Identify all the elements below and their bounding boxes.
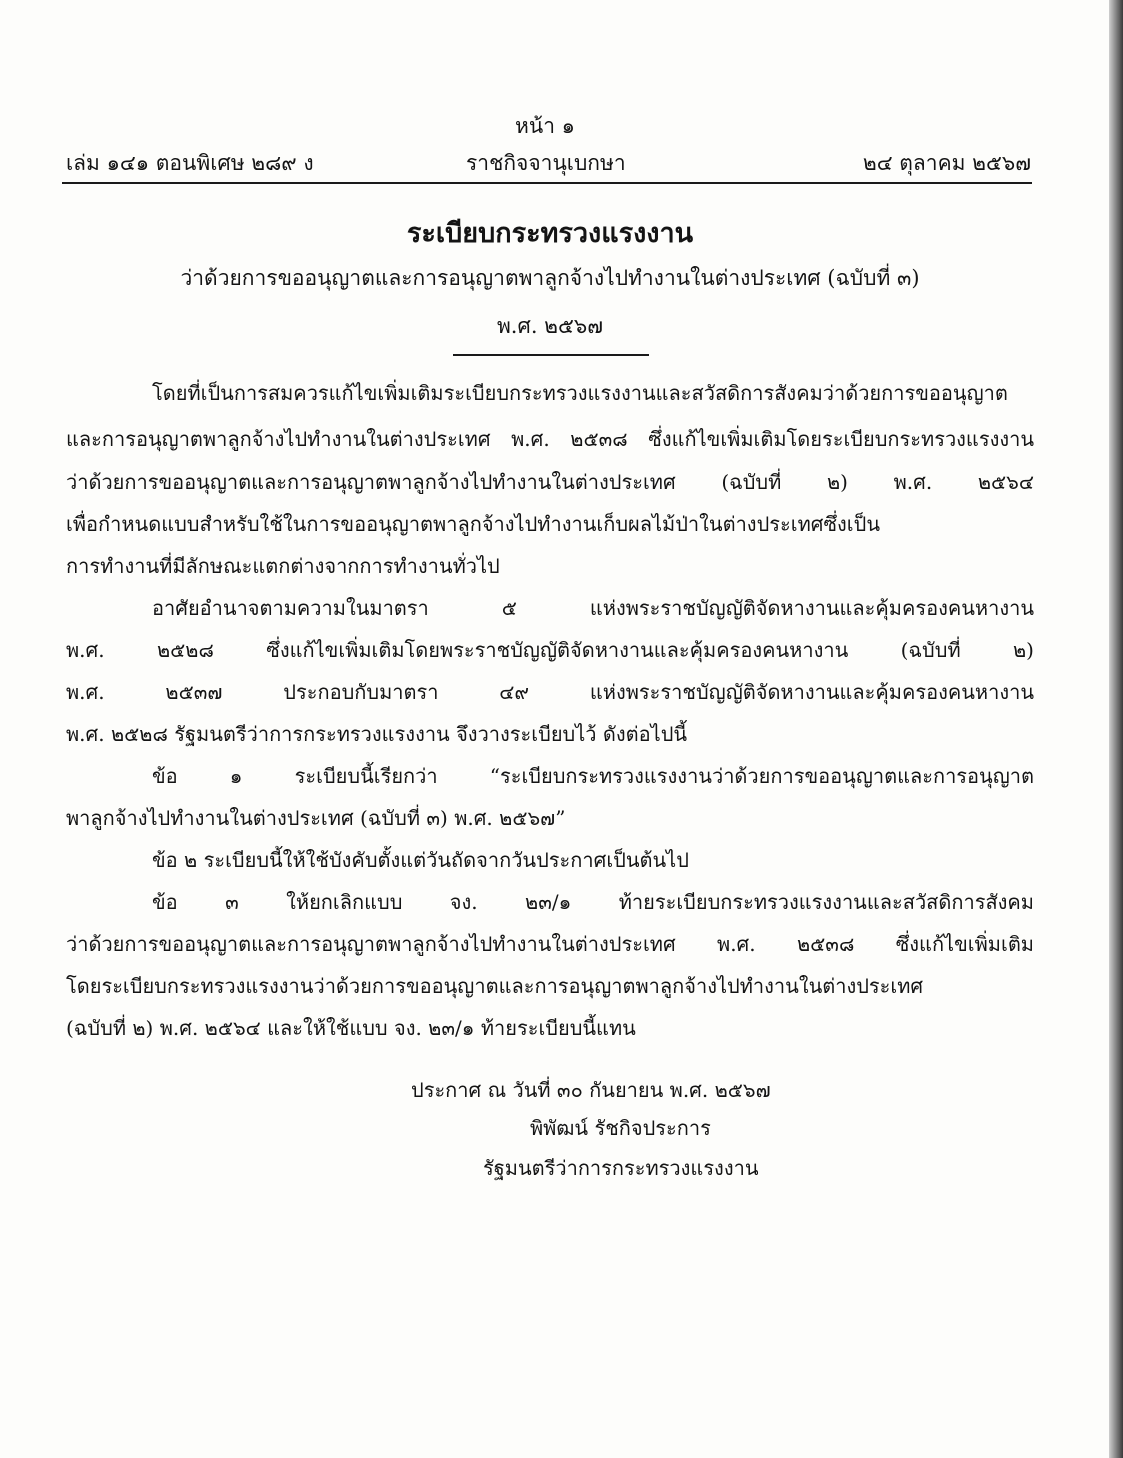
signatory-position: รัฐมนตรีว่าการกระทรวงแรงงาน	[483, 1156, 759, 1180]
document-title: ระเบียบกระทรวงแรงงาน	[406, 218, 694, 249]
clause-1: ข้อ ๑ ระเบียบนี้เรียกว่า “ระเบียบกระทรวงแรงงานว่าด้วยการขออนุญาตและการอนุญาต	[152, 764, 1034, 788]
body-line: และการอนุญาตพาลูกจ้างไปทำงานในต่างประเทศ พ.ศ. ๒๕๓๘ ซึ่งแก้ไขเพิ่มเติมโดยระเบียบกระทรวงแรงงาน	[66, 427, 1034, 451]
announcement-date: ประกาศ ณ วันที่ ๓๐ กันยายน พ.ศ. ๒๕๖๗	[411, 1078, 771, 1102]
clause-2: ข้อ ๒ ระเบียบนี้ให้ใช้บังคับตั้งแต่วันถัดจากวันประกาศเป็นต้นไป	[152, 848, 689, 872]
body-line: การทำงานที่มีลักษณะแตกต่างจากการทำงานทั่วไป	[66, 554, 500, 578]
body-line: เพื่อกำหนดแบบสำหรับใช้ในการขออนุญาตพาลูกจ้างไปทำงานเก็บผลไม้ป่าในต่างประเทศซึ่งเป็น	[66, 512, 881, 536]
body-line: (ฉบับที่ ๒) พ.ศ. ๒๕๖๔ และให้ใช้แบบ จง. ๒๓/๑ ท้ายระเบียบนี้แทน	[66, 1016, 636, 1040]
body-line: พ.ศ. ๒๕๒๘ รัฐมนตรีว่าการกระทรวงแรงงาน จึงวางระเบียบไว้ ดังต่อไปนี้	[66, 722, 688, 746]
document-subtitle: ว่าด้วยการขออนุญาตและการอนุญาตพาลูกจ้างไปทำงานในต่างประเทศ (ฉบับที่ ๓)	[180, 266, 920, 290]
body-line: ว่าด้วยการขออนุญาตและการอนุญาตพาลูกจ้างไปทำงานในต่างประเทศ พ.ศ. ๒๕๓๘ ซึ่งแก้ไขเพิ่มเติม	[66, 932, 1034, 956]
body-line: พ.ศ. ๒๕๒๘ ซึ่งแก้ไขเพิ่มเติมโดยพระราชบัญญัติจัดหางานและคุ้มครองคนหางาน (ฉบับที่ ๒)	[66, 638, 1034, 662]
body-line: โดยที่เป็นการสมควรแก้ไขเพิ่มเติมระเบียบกระทรวงแรงงานและสวัสดิการสังคมว่าด้วยการขออนุญาต	[152, 381, 1008, 405]
volume-info: เล่ม ๑๔๑ ตอนพิเศษ ๒๘๙ ง	[66, 151, 314, 175]
title-divider	[453, 354, 649, 356]
header-divider	[62, 182, 1032, 184]
body-line: พาลูกจ้างไปทำงานในต่างประเทศ (ฉบับที่ ๓) พ.ศ. ๒๕๖๗”	[66, 806, 566, 830]
body-line: อาศัยอำนาจตามความในมาตรา ๕ แห่งพระราชบัญญัติจัดหางานและคุ้มครองคนหางาน	[152, 596, 1034, 620]
publication-date: ๒๔ ตุลาคม ๒๕๖๗	[862, 151, 1031, 175]
body-line: พ.ศ. ๒๕๓๗ ประกอบกับมาตรา ๔๙ แห่งพระราชบัญญัติจัดหางานและคุ้มครองคนหางาน	[66, 680, 1034, 704]
clause-3: ข้อ ๓ ให้ยกเลิกแบบ จง. ๒๓/๑ ท้ายระเบียบกระทรวงแรงงานและสวัสดิการสังคม	[152, 890, 1034, 914]
signatory-name: พิพัฒน์ รัชกิจประการ	[530, 1116, 711, 1140]
body-line: โดยระเบียบกระทรวงแรงงานว่าด้วยการขออนุญาตและการอนุญาตพาลูกจ้างไปทำงานในต่างประเทศ	[66, 974, 924, 998]
body-line: ว่าด้วยการขออนุญาตและการอนุญาตพาลูกจ้างไปทำงานในต่างประเทศ (ฉบับที่ ๒) พ.ศ. ๒๕๖๔	[66, 470, 1034, 494]
publication-name: ราชกิจจานุเบกษา	[466, 151, 626, 175]
document-year: พ.ศ. ๒๕๖๗	[496, 314, 604, 338]
scan-edge-shadow	[1109, 0, 1123, 1458]
page-number: หน้า ๑	[515, 114, 575, 138]
